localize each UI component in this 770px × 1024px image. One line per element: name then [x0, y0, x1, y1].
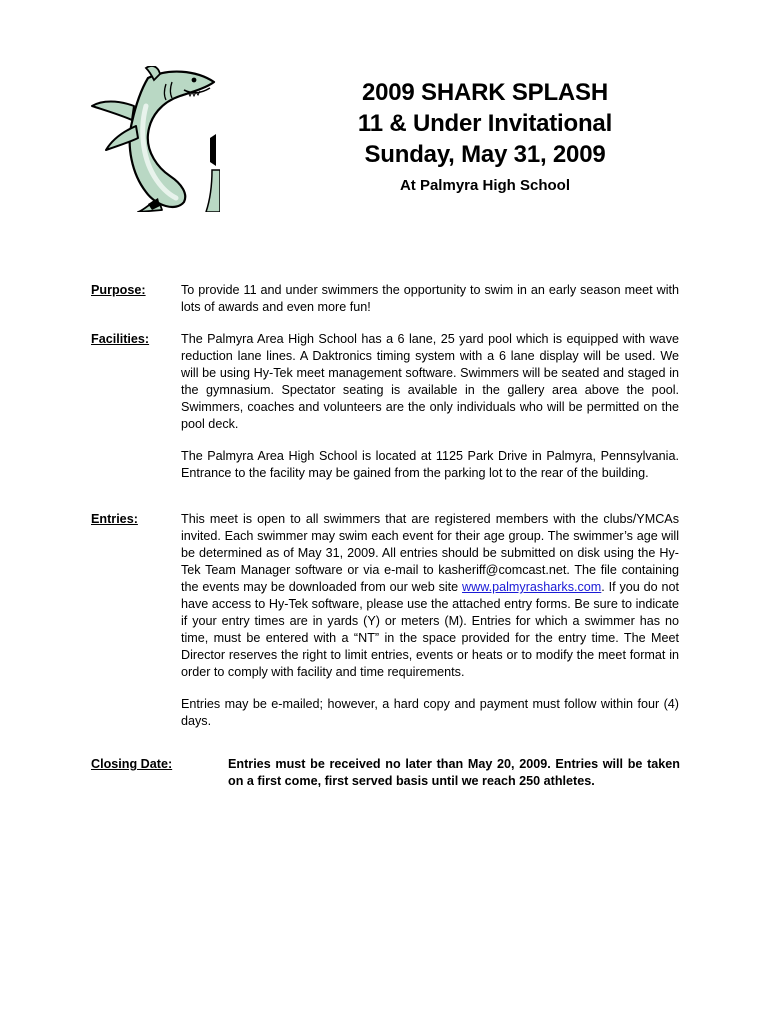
entries-text-after-link: . If you do not have access to Hy-Tek software, please use the attached entry forms. Be sure to indicate if your entry times are in yards (Y) or meters (M). Entries for which a swimmer has no time, must be entered with a “NT” in the space provided for the entry time. The Meet Director reserves the right to limit entries, events or heats or to modify the meet format in order to comply with facility and time requirements. — [181, 580, 679, 679]
facilities-paragraph-1: The Palmyra Area High School has a 6 lane, 25 yard pool which is equipped with wave reduction lane lines. A Daktronics timing system with a 6 lane display will be used. We will be using Hy-Tek meet management software. Swimmers will be seated and staged in the gymnasium. Spectator seating is available in the gallery area above the pool. Swimmers, coaches and volunteers are the only individuals who will be permitted on the pool deck. — [181, 332, 679, 431]
shark-icon — [88, 66, 220, 212]
event-title: 2009 SHARK SPLASH — [361, 79, 608, 106]
entries-paragraph-1 — [181, 511, 679, 681]
website-link[interactable]: www.palmyrasharks.com — [462, 580, 602, 594]
facilities-text — [181, 331, 679, 497]
event-date: Sunday, May 31, 2009 — [364, 141, 606, 168]
purpose-paragraph: To provide 11 and under swimmers the opportunity to swim in an early season meet with lots of awards and even more fun! — [181, 283, 679, 314]
purpose-section — [91, 282, 681, 322]
entries-paragraph-2: Entries may be e-mailed; however, a hard copy and payment must follow within four (4) days. — [181, 697, 679, 728]
title-block — [335, 77, 635, 196]
event-subtitle: 11 & Under Invitational — [357, 110, 613, 137]
entries-section — [91, 511, 681, 746]
closing-date-text: Entries must be received no later than May 20, 2009. Entries will be taken on a first come, first served basis until we reach 250 athletes. — [228, 757, 680, 788]
purpose-label: Purpose: — [91, 283, 146, 297]
entries-text-before-link: This meet is open to all swimmers that are registered members with the clubs/YMCAs invited. Each swimmer may swim each event for their age group. The swimmer’s age will be determined as of May 31, 2009. All entries should be submitted on disk using the Hy-Tek Team Manager software or via e-mail to kasheriff@comcast.net. The file containing the events may be downloaded from our web site — [181, 512, 679, 594]
facilities-label: Facilities: — [91, 332, 150, 346]
entries-label: Entries: — [91, 512, 138, 526]
purpose-text — [181, 282, 679, 331]
closing-date-section — [91, 756, 681, 796]
facilities-section — [91, 331, 681, 501]
facilities-paragraph-2: The Palmyra Area High School is located at 1125 Park Drive in Palmyra, Pennsylvania. Entrance to the facility may be gained from the parking lot to the rear of the building. — [181, 449, 679, 480]
closing-date-label: Closing Date: — [91, 757, 173, 771]
entries-text — [181, 511, 679, 745]
event-location: At Palmyra High School — [399, 177, 571, 194]
